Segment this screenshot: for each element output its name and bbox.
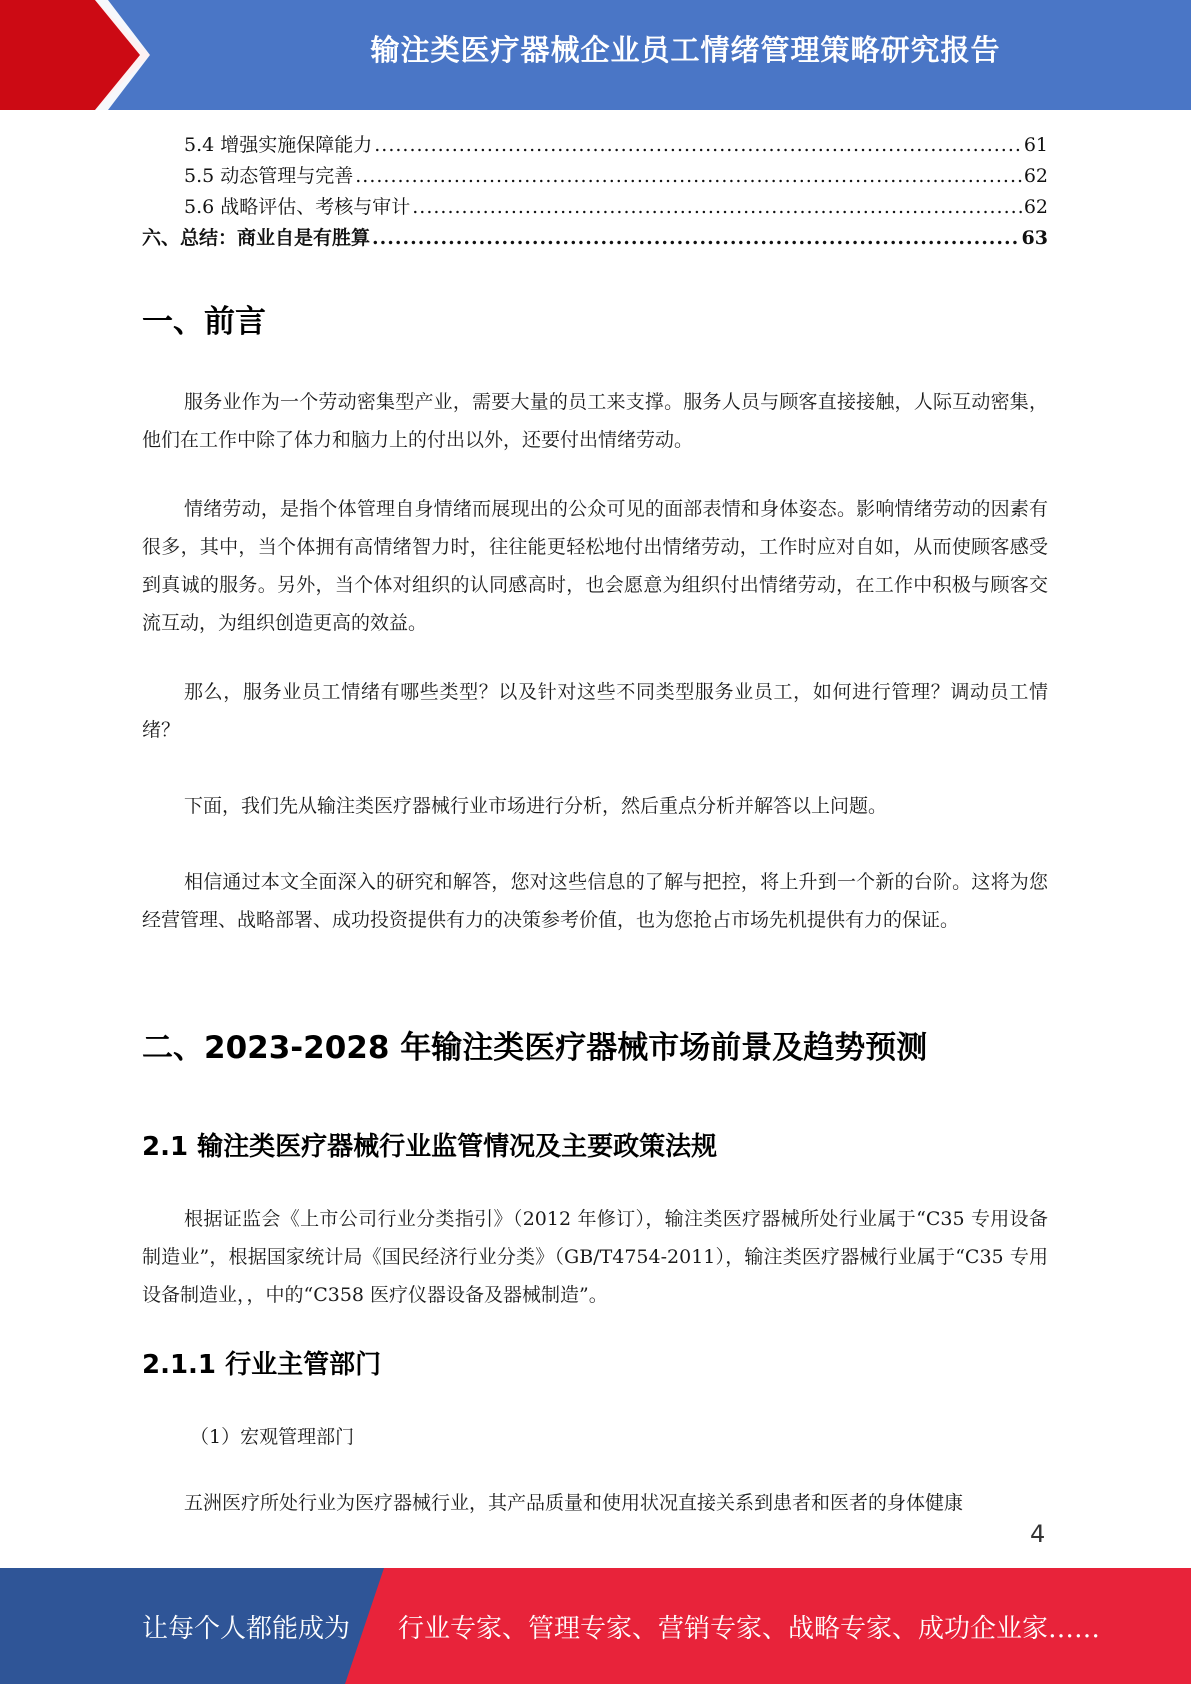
toc-entry-page: 61 — [1023, 134, 1048, 156]
toc-leader-dots — [374, 134, 1022, 156]
footer-roles: 行业专家、管理专家、营销专家、战略专家、成功企业家…… — [398, 1614, 1101, 1644]
toc-entry[interactable] — [142, 223, 1048, 254]
toc-entry-label: 六、总结：商业自是有胜算 — [142, 227, 371, 249]
paragraph: 服务业作为一个劳动密集型产业，需要大量的员工来支撑。服务人员与顾客直接接触，人际互动密集，他们在工作中除了体力和脑力上的付出以外，还要付出情绪劳动。 — [142, 391, 1048, 451]
paragraph: 五洲医疗所处行业为医疗器械行业，其产品质量和使用状况直接关系到患者和医者的身体健康 — [184, 1492, 964, 1514]
toc-entry-label: 5.5 动态管理与完善 — [184, 165, 354, 187]
section-heading: 二、2023-2028 年输注类医疗器械市场前景及趋势预测 — [142, 1030, 928, 1066]
report-title: 输注类医疗器械企业员工情绪管理策略研究报告 — [370, 33, 1001, 67]
toc-entry-page: 63 — [1021, 227, 1048, 249]
page-header — [0, 0, 1191, 110]
paragraph: 下面，我们先从输注类医疗器械行业市场进行分析，然后重点分析并解答以上问题。 — [184, 795, 888, 817]
paragraph: 那么，服务业员工情绪有哪些类型？以及针对这些不同类型服务业员工，如何进行管理？调动员工情绪？ — [142, 681, 1048, 741]
toc-entry-label: 5.4 增强实施保障能力 — [184, 134, 373, 156]
toc-entry[interactable] — [142, 192, 1048, 223]
toc-leader-dots — [372, 227, 1020, 249]
toc-leader-dots — [412, 196, 1022, 218]
toc-entry[interactable] — [142, 130, 1048, 161]
paragraph: 根据证监会《上市公司行业分类指引》（2012 年修订），输注类医疗器械所处行业属于“C35 专用设备制造业”，根据国家统计局《国民经济行业分类》（GB/T4754-2011），输注类医疗器械行业属于“C35 专用设备制造业，，中的“C358 医疗仪器设备及器械制造”。 — [142, 1208, 1048, 1306]
page-footer — [0, 1568, 1191, 1684]
list-item: （1）宏观管理部门 — [190, 1426, 355, 1448]
footer-slogan: 让每个人都能成为 — [142, 1614, 351, 1644]
toc-entry-label: 5.6 战略评估、考核与审计 — [184, 196, 411, 218]
page-number: 4 — [1030, 1520, 1046, 1548]
toc-leader-dots — [355, 165, 1022, 187]
toc-entry[interactable] — [142, 161, 1048, 192]
paragraph: 相信通过本文全面深入的研究和解答，您对这些信息的了解与把控，将上升到一个新的台阶。这将为您经营管理、战略部署、成功投资提供有力的决策参考价值，也为您抢占市场先机提供有力的保证。 — [142, 871, 1048, 931]
subsection-heading: 2.1 输注类医疗器械行业监管情况及主要政策法规 — [142, 1132, 718, 1162]
toc-entry-page: 62 — [1023, 165, 1048, 187]
paragraph: 情绪劳动，是指个体管理自身情绪而展现出的公众可见的面部表情和身体姿态。影响情绪劳动的因素有很多，其中，当个体拥有高情绪智力时，往往能更轻松地付出情绪劳动，工作时应对自如，从而使顾客感受到真诚的服务。另外，当个体对组织的认同感高时，也会愿意为组织付出情绪劳动，在工作中积极与顾客交流互动，为组织创造更高的效益。 — [142, 498, 1048, 634]
toc-entry-page: 62 — [1023, 196, 1048, 218]
table-of-contents — [142, 130, 1048, 254]
section-heading: 一、前言 — [142, 304, 266, 340]
subsection-heading: 2.1.1 行业主管部门 — [142, 1350, 382, 1380]
